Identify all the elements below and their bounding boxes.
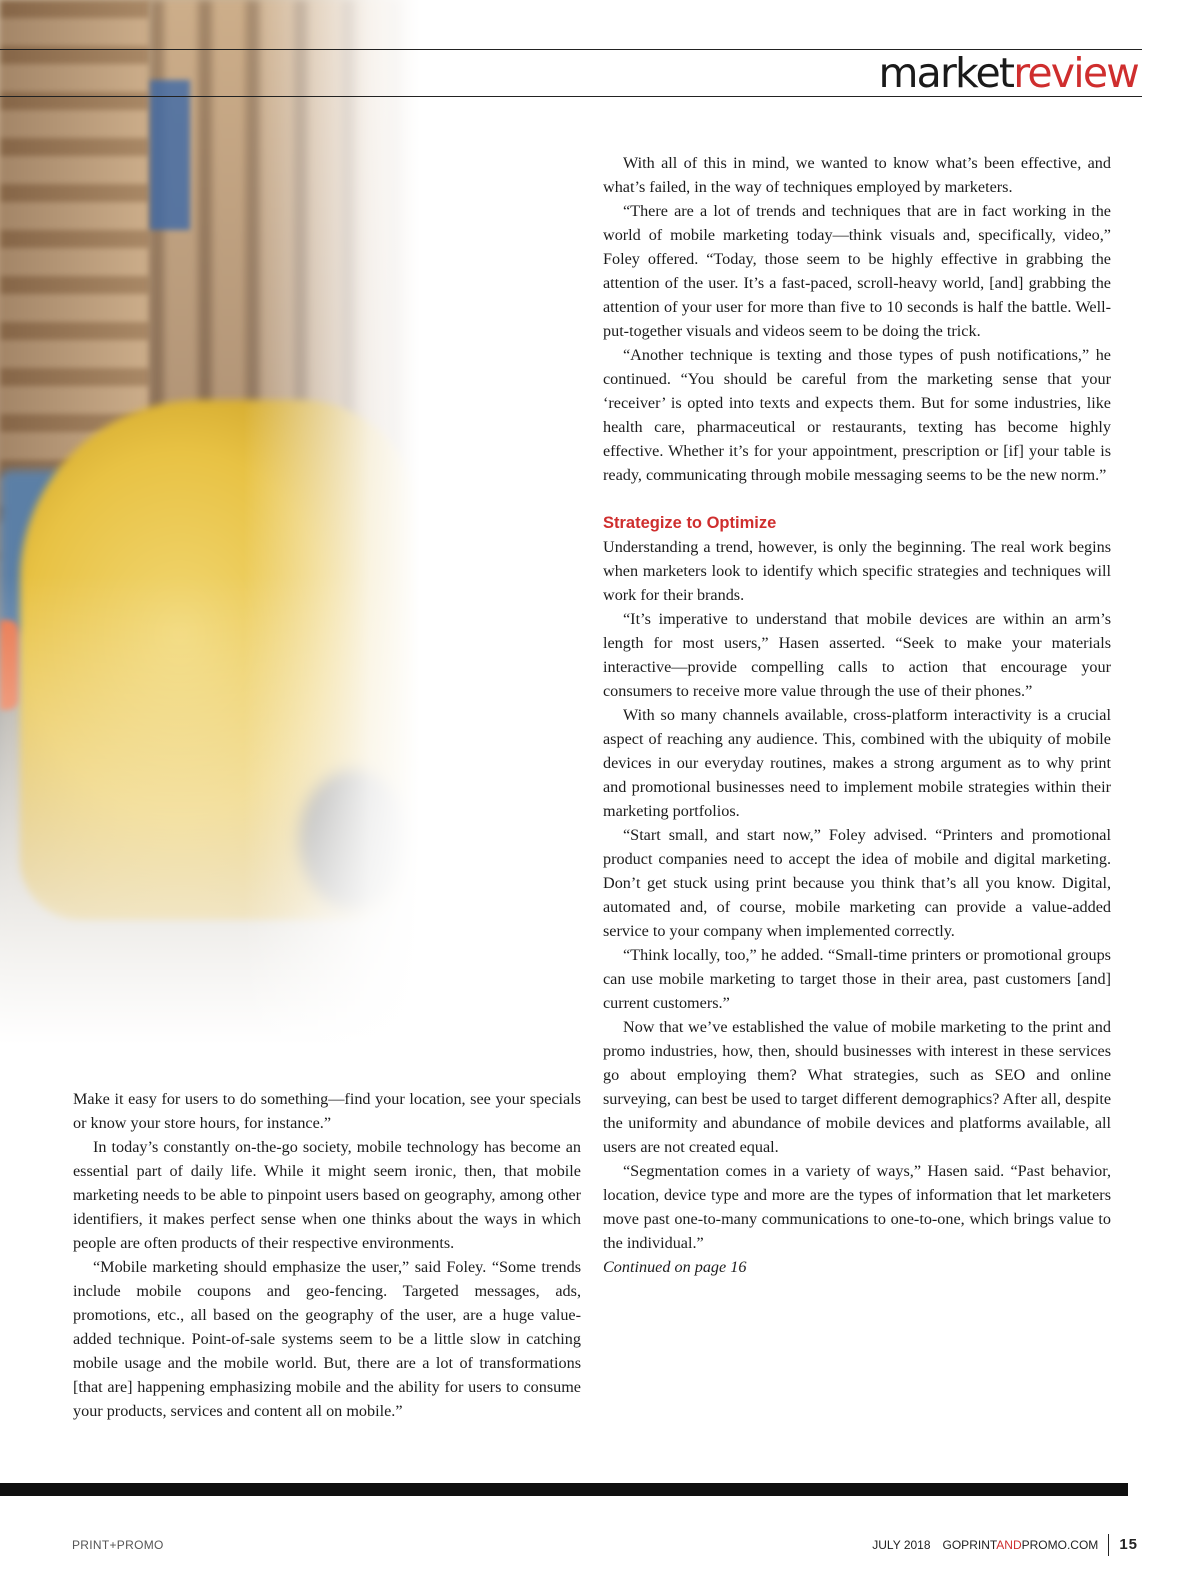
subhead: Strategize to Optimize	[603, 514, 777, 532]
body-paragraph: Understanding a trend, however, is only the beginning. The real work begins when marketers look to identify which specific strategies and techniques will work for their brands.	[603, 538, 1111, 604]
website-part2: AND	[996, 1538, 1022, 1552]
body-paragraph: “Segmentation comes in a variety of ways,” Hasen said. “Past behavior, location, device type and more are the types of information that let marketers move past one-to-many communications to one-to-one, which brings value to the individual.”	[603, 1162, 1111, 1252]
body-paragraph: “There are a lot of trends and techniques that are in fact working in the world of mobile marketing today—think visuals and, specifically, video,” Foley offered. “Today, those seem to be highly effective in grabbing the attention of the user. It’s a fast-paced, scroll-heavy world, [and] grabbing the attention of your user for more than five to 10 seconds is half the battle. Well-put-together visuals and videos seem to be doing the trick.	[603, 202, 1111, 340]
body-paragraph: With all of this in mind, we wanted to know what’s been effective, and what’s failed, in the way of techniques employed by marketers.	[603, 154, 1111, 196]
section-title-review: review	[1013, 49, 1138, 97]
issue-date: JULY 2018	[872, 1538, 931, 1552]
page-number: 15	[1119, 1536, 1138, 1553]
body-paragraph: With so many channels available, cross-platform interactivity is a crucial aspect of reaching any audience. This, combined with the ubiquity of mobile devices in our everyday routines, makes a strong argument as to why print and promotional businesses need to implement mobile strategies within their marketing portfolios.	[603, 706, 1111, 820]
body-paragraph: Now that we’ve established the value of mobile marketing to the print and promo industries, how, then, should businesses with interest in these services go about employing them? What strategies, such as SEO and online surveying, can best be used to target different demographics? After all, despite the uniformity and abundance of mobile devices and platforms available, all users are not created equal.	[603, 1018, 1111, 1156]
website-part1: GOPRINT	[942, 1538, 997, 1552]
continued-line: Continued on page 16	[603, 1258, 747, 1276]
body-paragraph: In today’s constantly on-the-go society, mobile technology has become an essential part of daily life. While it might seem ironic, then, that mobile marketing needs to be able to pinpoint users based on geography, among other identifiers, it makes perfect sense when one thinks about the ways in which people are often products of their respective environments.	[73, 1138, 581, 1252]
publication-name: PRINT+PROMO	[72, 1538, 164, 1552]
footer-bar	[0, 1483, 1128, 1496]
section-title	[879, 50, 1139, 96]
body-paragraph: “Mobile marketing should emphasize the user,” said Foley. “Some trends include mobile coupons and geo-fencing. Targeted messages, ads, promotions, etc., all based on the geography of the user, are a huge value-added technique. Point-of-sale systems seem to be a little slow in catching mobile usage and the mobile world. But, there are a lot of transformations [that are] happening emphasizing mobile and the ability for users to consume your products, services and content all on mobile.”	[73, 1258, 581, 1420]
body-paragraph: Make it easy for users to do something—find your location, see your specials or know your store hours, for instance.”	[73, 1090, 581, 1132]
body-paragraph: “Think locally, too,” he added. “Small-time printers or promotional groups can use mobile marketing to target those in their area, past customers [and] current customers.”	[603, 946, 1111, 1012]
footer-divider	[1108, 1534, 1109, 1556]
website-link[interactable]	[943, 1536, 1099, 1554]
section-title-market: market	[878, 49, 1014, 97]
body-paragraph: “Start small, and start now,” Foley advised. “Printers and promotional product companies need to accept the idea of mobile and digital marketing. Don’t get stuck using print because you think that’s all you know. Digital, automated and, of course, mobile marketing can provide a value-added service to your company when implemented correctly.	[603, 826, 1111, 940]
body-paragraph: “Another technique is texting and those types of push notifications,” he continued. “You should be careful from the marketing sense that your ‘receiver’ is opted into texts and expects them. But for some industries, like health care, pharmaceutical or restaurants, texting has become highly effective. Whether it’s for your appointment, prescription or [if] your table is ready, communicating through mobile messaging seems to be the new norm.”	[603, 346, 1111, 484]
website-part3: PROMO.COM	[1021, 1538, 1099, 1552]
footer-info	[872, 1536, 1138, 1554]
body-paragraph: “It’s imperative to understand that mobile devices are within an arm’s length for most users,” Hasen asserted. “Seek to make your materials interactive—provide compelling calls to action that encourage your consumers to receive more value through the use of their phones.”	[603, 610, 1111, 700]
right-column	[603, 151, 1111, 1279]
left-column	[73, 1087, 581, 1423]
taxi-street-photo	[0, 0, 420, 1045]
